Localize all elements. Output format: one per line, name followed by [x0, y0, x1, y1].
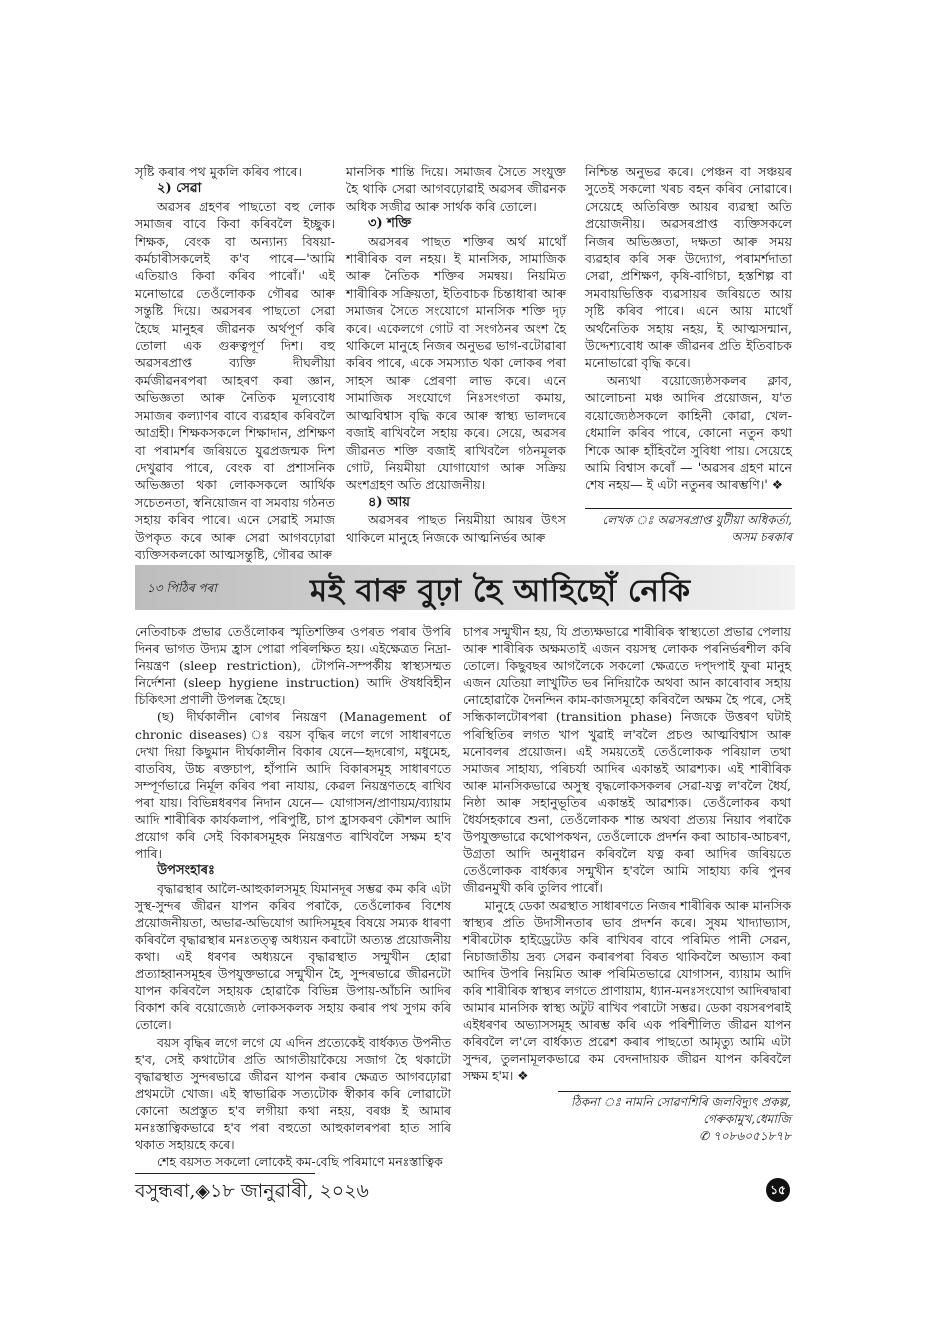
top-article-column-3 — [585, 163, 792, 546]
author-byline — [585, 508, 792, 546]
footer-divider — [135, 1173, 315, 1174]
bottom-article-column-1 — [135, 623, 451, 1170]
top-article-column-1 — [135, 163, 335, 563]
paragraph: অন্যথা বয়োজ্যেষ্ঠসকলৰ ক্লাব, আলোচনা মঞ্চ আদিৰ প্ৰয়োজন, য'ত বয়োজ্যেষ্ঠসকলে কাহিনী কোৱা, খেল-ধেমালি কৰিব পাৰে, কোনো নতুন কথা শিকে আৰু হাঁহিবলৈ সুবিধা পায়। সেয়েহে আমি বিশ্বাস কৰোঁ — 'অৱসৰ গ্ৰহণ মানে শেষ নহয়— ই এটা নতুনৰ আৰম্ভণি।' ❖ — [585, 372, 792, 493]
paragraph: বয়স বৃদ্ধিৰ লগে লগে যে এদিন প্ৰত্যেকেই বাৰ্ধক্যত উপনীত হ'ব, সেই কথাটোৰ প্ৰতি আগতীয়াকৈয়ে সজাগ হৈ থকাটো বৃদ্ধাৱস্থাত সুন্দৰভাৱে জীৱন যাপন কৰাৰ ক্ষেত্ৰত আগবঢ়োৱা প্ৰথমটো খোজ। এই স্বাভাৱিক সত্যটোক স্বীকাৰ কৰি লোৱাটো কোনো অপ্ৰস্তুত হ'ব লগীয়া কথা নহয়, বৰঞ্চ ই আমাৰ মনঃস্তাত্বিকভাৱে হ'ব পৰা বহুতো আহুকালৰপৰা হাত সাৰি থকাত সহায়হে কৰে। — [135, 1034, 451, 1153]
paragraph: চাপৰ সন্মুখীন হয়, যি প্ৰত্যক্ষভাৱে শাৰীৰিক স্বাস্থ্যতো প্ৰভাৱ পেলায় আৰু শাৰীৰিক অক্ষমতাই এজন বয়সস্থ লোকক পৰনিৰ্ভৰশীল কৰি তোলে। কিছুবছৰ আগলৈকে সকলো ক্ষেত্ৰতে দপ্‌দপাই ফুৰা মানুহ এজন যেতিয়া লাখুটিত ভৰ নিদিয়াকৈ অথবা আন কাৰোবাৰ সহায় নোহোৱাকৈ দৈনন্দিন কাম-কাজসমূহো কৰিবলৈ অক্ষম হৈ পৰে, সেই সন্ধিকালটোৰপৰা (transition phase) নিজকে উত্তৰণ ঘটাই পৰিস্থিতিৰ লগত খাপ খুৱাই ল'বলৈ প্ৰচণ্ড আত্মবিশ্বাস আৰু মনোবলৰ প্ৰয়োজন। এই সময়তেই তেওঁলোকক পৰিয়াল তথা সমাজৰ সাহায্য, পৰিচৰ্যা আদিৰ একান্তই আৱশ্যক। এই শাৰীৰিক আৰু মানসিকভাৱে অসুস্থ বৃদ্ধলোকসকলৰ সেৱা-যত্ন ল'বলৈ ধৈৰ্য, নিষ্ঠা আৰু সহানুভূতিৰ একান্তই আৱশ্যক। তেওঁলোকৰ কথা ধৈৰ্যসহকাৰে শুনা, তেওঁলোকক শান্ত অথবা প্ৰত্যয় নিয়াব পৰাকৈ উপযুক্তভাৱে কথোপকথন, তেওঁলোকে প্ৰদৰ্শন কৰা আচাৰ-আচৰণ, উগ্ৰতা আদি অনুধাৱন কৰিবলৈ যত্ন কৰা আদিৰ জৰিয়তে তেওঁলোকক বাৰ্ধক্যৰ সন্মুখীন হ'বলৈ আমি সাহায্য কৰি পুনৰ জীৱনমুখী কৰি তুলিব পাৰোঁ। — [463, 624, 791, 896]
author-byline-line: লেখক ঃ অৱসৰপ্ৰাপ্ত যুটীয়া অধিকৰ্তা, — [602, 512, 792, 527]
paragraph: মানসিক শান্তি দিয়ে। সমাজৰ সৈতে সংযুক্ত হৈ থাকি সেৱা আগবঢ়োৱাই অৱসৰ জীৱনক অধিক সজীৱ আৰু সাৰ্থক কৰি তোলে। — [346, 164, 566, 214]
paragraph: অৱসৰৰ পাছত নিয়মীয়া আয়ৰ উৎস থাকিলে মানুহে নিজকে আত্মনিৰ্ভৰ আৰু — [346, 512, 566, 545]
author-address-line: গেৰুকামুখ,ধেমাজি — [703, 1111, 791, 1126]
section-heading: ২) সেৱা — [157, 181, 202, 197]
publication-date-line: বসুন্ধৰা,◈১৮ জানুৱাৰী, ২০২৬ — [135, 1180, 369, 1202]
author-byline-line: অসম চৰকাৰ — [731, 529, 792, 544]
bottom-article-column-2 — [463, 623, 791, 1145]
article-title: মই বাৰু বুঢ়া হৈ আহিছোঁ নেকি — [310, 573, 691, 609]
paragraph: অৱসৰৰ পাছত শক্তিৰ অৰ্থ মাথোঁ শাৰীৰিক বল নহয়। ই মানসিক, সামাজিক আৰু নৈতিক শক্তিৰ সমন্বয়। নিয়মিত শাৰীৰিক সক্ৰিয়তা, ইতিবাচক চিন্তাধাৰা আৰু সমাজৰ সৈতে সংযোগে মানসিক শক্তি দৃঢ় কৰে। একেলগে গোট বা সংগঠনৰ অংশ হৈ থাকিলে মানুহে নিজৰ অনুভৱ ভাগ-বটোৱাৰা কৰিব পাৰে, একে সমস্যাত থকা লোকৰ পৰা সাহস আৰু প্ৰেৰণা লাভ কৰে। এনে সামাজিক সংযোগে নিঃসংগতা কমায়, আত্মবিশ্বাস বৃদ্ধি কৰে আৰু স্বাস্থ্য ভালদৰে বজাই ৰাখিবলৈ সহায় কৰে। সেয়ে, অৱসৰ জীৱনত শক্তি বজাই ৰাখিবলৈ গঠনমূলক গোট, নিয়মীয়া যোগাযোগ আৰু সক্ৰিয় অংশগ্ৰহণ অতি প্ৰয়োজনীয়। — [346, 233, 566, 493]
article-title-banner — [135, 565, 795, 610]
author-address-line: ঠিকনা ঃ নামনি সোৱণশিৰি জলবিদ্যুৎ প্ৰকল্প, — [571, 1094, 791, 1109]
section-heading: ৩) শক্তি — [368, 216, 412, 232]
paragraph: শেহ বয়সত সকলো লোকেই কম-বেছি পৰিমাণে মনঃস্তাত্বিক — [157, 1154, 443, 1170]
paragraph: নেতিবাচক প্ৰভাৱ তেওঁলোকৰ স্মৃতিশক্তিৰ ওপৰত পৰাৰ উপৰি দিনৰ ভাগত উদ্যম হ্ৰাস পোৱা পৰিলক্ষিত হয়। এইক্ষেত্ৰত নিদ্ৰা-নিয়ন্ত্ৰণ (sleep restriction), টোপনি-সম্পৰ্কীয় স্বাস্থ্যসম্মত নিৰ্দেশনা (sleep hygiene instruction) আদি ঔষধবিহীন চিকিৎসা প্ৰণালী উপলব্ধ হৈছে। — [135, 624, 451, 708]
author-address-line: ✆ ৭০৮৬০৫১৮৭৮ — [699, 1128, 791, 1143]
top-article-column-2 — [346, 163, 566, 546]
section-heading: উপসংহাৰঃ — [157, 863, 215, 879]
paragraph: নিশ্চিন্ত অনুভৱ কৰে। পেঞ্চন বা সঞ্চয়ৰ সুতেই সকলো খৰচ বহন কৰিব নোৱাৰে। সেয়েহে অতিৰিক্ত আয়ৰ ব্যৱস্থা অতি প্ৰয়োজনীয়। অৱসৰপ্ৰাপ্ত ব্যক্তিসকলে নিজৰ অভিজ্ঞতা, দক্ষতা আৰু সময় ব্যৱহাৰ কৰি সৰু উদ্যোগ, পৰামৰ্শদাতা সেৱা, প্ৰশিক্ষণ, কৃষি-বাগিচা, হস্তশিল্প বা সমবায়ভিত্তিক ব্যৱসায়ৰ জৰিয়তে আয় সৃষ্টি কৰিব পাৰে। এনে আয় মাথোঁ অৰ্থনৈতিক সহায় নহয়, ই আত্মসন্মান, উদ্দেশ্যবোধ আৰু জীৱনৰ প্ৰতি ইতিবাচক মনোভাৱো বৃদ্ধি কৰে। — [585, 164, 792, 371]
paragraph: অৱসৰ গ্ৰহণৰ পাছতো বহু লোক সমাজৰ বাবে কিবা কৰিবলৈ ইচ্ছুক। শিক্ষক, বেংক বা অন্যান্য বিষয়া-কৰ্মচাৰীসকলেই ক'ব পাৰে—'আমি এতিয়াও কিবা কৰিব পাৰোঁ।' এই মনোভাৱে তেওঁলোকক গৌৰৱ আৰু সন্তুষ্টি দিয়ে। অৱসৰৰ পাছতো সেৱা হৈছে মানুহৰ জীৱনক অৰ্থপূৰ্ণ কৰি তোলা এক গুৰুত্বপূৰ্ণ দিশ। বহু অৱসৰপ্ৰাপ্ত ব্যক্তি দীঘলীয়া কৰ্মজীৱনৰপৰা আহৰণ কৰা জ্ঞান, অভিজ্ঞতা আৰু নৈতিক মূল্যবোধ সমাজৰ কল্যাণৰ বাবে ব্যৱহাৰ কৰিবলৈ আগ্ৰহী। শিক্ষকসকলে শিক্ষাদান, প্ৰশিক্ষণ বা পৰামৰ্শৰ জৰিয়তে যুৱপ্ৰজন্মক দিশ দেখুৱাব পাৰে, বেংক বা প্ৰশাসনিক অভিজ্ঞতা থকা লোকসকলে আৰ্থিক সচেতনতা, স্বনিয়োজন বা সমবায় গঠনত সহায় কৰিব পাৰে। এনে সেৱাই সমাজ উপকৃত কৰে আৰু সেৱা আগবঢ়োৱা ব্যক্তিসকলকো আত্মসন্তুষ্টি, গৌৰৱ আৰু — [135, 198, 335, 562]
paragraph: সৃষ্টি কৰাৰ পথ মুকলি কৰিব পাৰে। — [135, 164, 302, 179]
paragraph: বৃদ্ধাৱস্থাৰ আলৈ-আহুকালসমূহ যিমানদূৰ সম্ভৱ কম কৰি এটা সুস্থ-সুন্দৰ জীৱন যাপন কৰিব পৰাকৈ, তেওঁলোকৰ বিশেষ প্ৰয়োজনীয়তা, অভাৱ-অভিযোগ আদিসমূহৰ বিষয়ে সম্যক ধাৰণা কৰিবলৈ বৃদ্ধাৱস্থাৰ মনঃতত্ত্ব অধ্যয়ন কৰাটো অত্যন্ত প্ৰয়োজনীয় কথা। এই ধৰণৰ অধ্যয়নে বৃদ্ধাৱস্থাত সন্মুখীন হোৱা প্ৰত্যাহ্বানসমূহৰ উপযুক্তভাৱে সন্মুখীন হৈ, সুন্দৰভাৱে জীৱনটো যাপন কৰিবলৈ সহায়ক হোৱাকৈ বিভিন্ন উপায়-আঁচনি আদিৰ বিকাশ কৰি বয়োজ্যেষ্ঠ লোকসকলক সহায় কৰাৰ পথ সুগম কৰি তোলে। — [135, 880, 451, 1033]
author-address — [558, 1091, 791, 1145]
paragraph: মানুহে ডেকা অৱস্থাত সাধাৰণতে নিজৰ শাৰীৰিক আৰু মানসিক স্বাস্থ্যৰ প্ৰতি উদাসীনতাৰ ভাব প্ৰদৰ্শন কৰে। সুষম খাদ্যাভ্যাস, শৰীৰটোক হাইড্ৰেটেড কৰি ৰাখিবৰ বাবে পৰিমিত পানী সেৱন, নিচাজাতীয় দ্ৰব্য সেৱন কৰাৰপৰা বিৰত থাকিবলৈ অভ্যাস কৰা আদিৰ উপৰি নিয়মিত আৰু পৰিমিতভাৱে যোগাসন, ব্যায়াম আদি কৰি শাৰীৰিক স্বাস্থ্যৰ লগতে প্ৰাণায়াম, ধ্যান-মনঃসংযোগ আদিৰদ্বাৰা আমাৰ মানসিক স্বাস্থ্য অটুট ৰাখিব পৰাটো সম্ভৱ। ডেকা বয়সৰপৰাই এইধৰণৰ অভ্যাসসমূহ আৰম্ভ কৰি এক পৰিশীলিত জীৱন যাপন কৰিবলৈ ল'লে বাৰ্ধক্যত প্ৰৱেশ কৰাৰ পাছতো আমৃত্যু আমি এটা সুন্দৰ, তুলনামূলকভাৱে কম বেদনাদায়ক জীৱন যাপন কৰিবলৈ সক্ষম হ'ম। ❖ — [463, 897, 791, 1084]
page-number-badge: ১৫ — [766, 1178, 790, 1202]
section-heading: ৪) আয় — [368, 494, 410, 510]
paragraph: (ছ) দীৰ্ঘকালীন ৰোগৰ নিয়ন্ত্ৰণ (Management of chronic diseases) ঃ বয়স বৃদ্ধিৰ লগে লগে সাধাৰণতে দেখা দিয়া কিছুমান দীৰ্ঘকালীন বিকাৰ যেনে—হৃদৰোগ, মধুমেহ, বাতবিষ, উচ্চ ৰক্তচাপ, হাঁপানি আদি বিকাৰসমূহ সাধাৰণতে সম্পূৰ্ণভাৱে নিৰ্মূল কৰিব পৰা নাযায়, কেৱল নিয়ন্ত্ৰণতহে ৰাখিব পৰা যায়। বিভিন্নধৰণৰ নিদান যেনে— যোগাসন/প্ৰাণায়ম/ব্যায়াম আদি শাৰীৰিক কাৰ্যকলাপ, পৰিপুষ্টি, চাপ হ্ৰাসকৰণ কৌশল আদি প্ৰয়োগ কৰি সেই বিকাৰসমূহক নিয়ন্ত্ৰণত ৰাখিবলৈ সক্ষম হ'ব পাৰি। — [135, 709, 451, 862]
continued-from-label: ১৩ পিঠিৰ পৰা — [147, 581, 217, 595]
